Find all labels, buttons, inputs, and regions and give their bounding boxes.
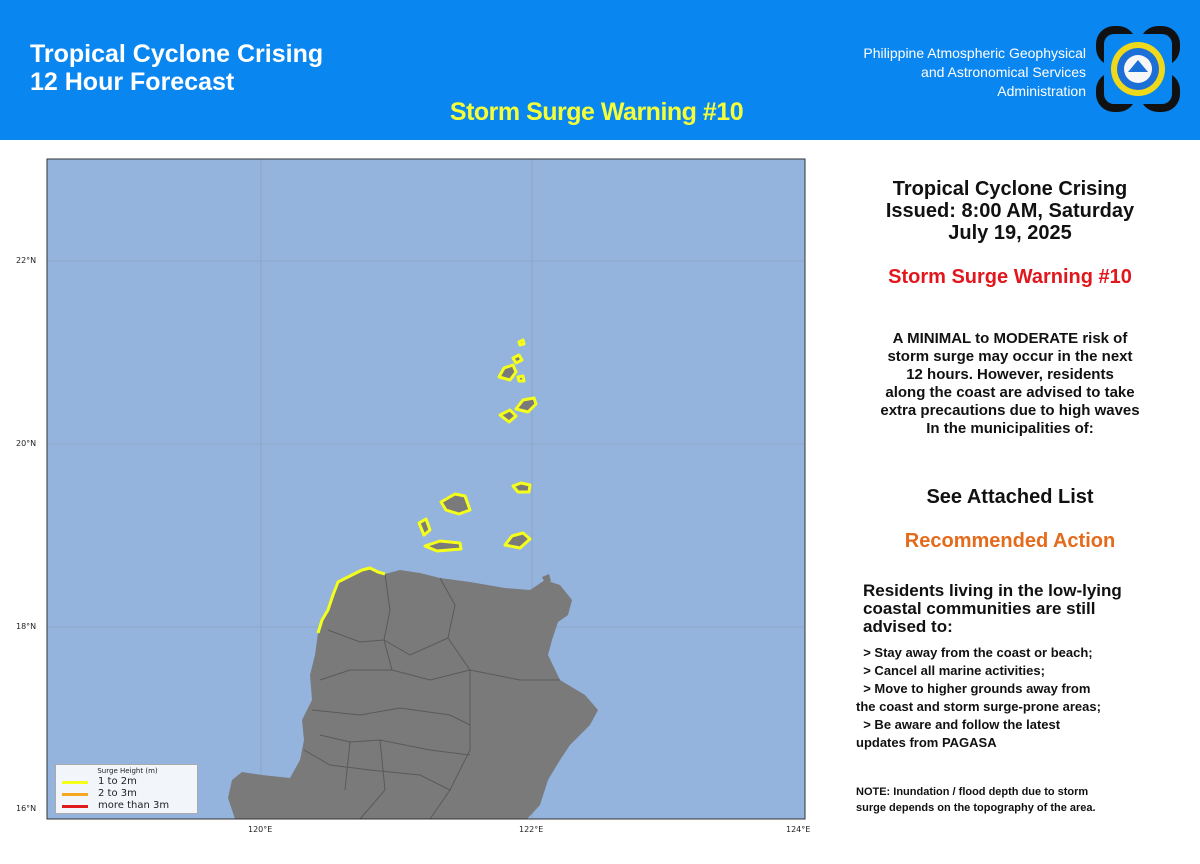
note-line2: surge depends on the topography of the area. xyxy=(856,802,1096,814)
legend-swatch xyxy=(62,781,88,784)
residents-line: Residents living in the low-lying xyxy=(863,581,1122,600)
agency-line2: and Astronomical Services xyxy=(921,64,1086,80)
header-title-line1: Tropical Cyclone Crising xyxy=(30,40,324,68)
legend-label: more than 3m xyxy=(98,800,170,811)
legend-swatch xyxy=(62,793,88,796)
risk-line: A MINIMAL to MODERATE risk of xyxy=(892,330,1128,347)
header-banner xyxy=(0,0,1200,140)
lon-label-122: 122°E xyxy=(519,825,544,834)
topography-note xyxy=(856,784,1186,816)
panel-title-line3: July 19, 2025 xyxy=(948,222,1072,244)
storm-surge-map xyxy=(0,150,820,840)
lat-label-20: 20°N xyxy=(16,439,37,448)
pagasa-logo-icon xyxy=(1094,26,1182,112)
risk-line: along the coast are advised to take xyxy=(885,384,1135,401)
risk-statement xyxy=(830,330,1190,438)
note-line1: NOTE: Inundation / flood depth due to storm xyxy=(856,786,1089,798)
action-item: > Move to higher grounds away from xyxy=(856,681,1091,696)
legend-item xyxy=(62,800,197,812)
header-title-line2: 12 Hour Forecast xyxy=(30,68,235,96)
legend-label: 2 to 3m xyxy=(98,788,137,799)
action-item: updates from PAGASA xyxy=(856,735,997,750)
panel-title-line2: Issued: 8:00 AM, Saturday xyxy=(885,200,1135,222)
risk-line: In the municipalities of: xyxy=(926,420,1094,437)
surge-legend xyxy=(55,764,198,814)
risk-line: storm surge may occur in the next xyxy=(887,348,1133,365)
lat-label-22: 22°N xyxy=(16,256,37,265)
legend-item xyxy=(62,776,197,788)
lat-label-16: 16°N xyxy=(16,804,37,813)
action-item: the coast and storm surge-prone areas; xyxy=(856,699,1101,714)
legend-swatch xyxy=(62,805,88,808)
action-item: > Be aware and follow the latest xyxy=(856,717,1061,732)
action-item: > Cancel all marine activities; xyxy=(856,663,1045,678)
residents-advice xyxy=(863,582,1183,636)
residents-line: advised to: xyxy=(863,617,953,636)
info-panel xyxy=(830,150,1190,840)
lat-label-18: 18°N xyxy=(16,622,37,631)
lon-label-124: 124°E xyxy=(786,825,811,834)
see-attached-list: See Attached List xyxy=(926,486,1094,508)
recommended-action-heading: Recommended Action xyxy=(904,530,1116,552)
panel-title xyxy=(830,178,1190,244)
action-list xyxy=(856,644,1186,752)
risk-line: 12 hours. However, residents xyxy=(906,366,1114,383)
legend-item xyxy=(62,788,197,800)
legend-title: Surge Height (m) xyxy=(97,767,158,775)
lon-label-120: 120°E xyxy=(248,825,273,834)
agency-name xyxy=(786,44,1086,101)
header-title xyxy=(30,40,323,96)
map-canvas xyxy=(0,150,820,840)
panel-warning: Storm Surge Warning #10 xyxy=(888,266,1132,288)
panel-title-line1: Tropical Cyclone Crising xyxy=(892,178,1128,200)
residents-line: coastal communities are still xyxy=(863,599,1096,618)
risk-line: extra precautions due to high waves xyxy=(880,402,1140,419)
header-subtitle-text: Storm Surge Warning #10 xyxy=(449,98,744,126)
agency-line3: Administration xyxy=(997,83,1086,99)
header-subtitle xyxy=(0,98,1200,127)
agency-line1: Philippine Atmospheric Geophysical xyxy=(863,45,1086,61)
action-item: > Stay away from the coast or beach; xyxy=(856,645,1093,660)
legend-label: 1 to 2m xyxy=(98,776,137,787)
